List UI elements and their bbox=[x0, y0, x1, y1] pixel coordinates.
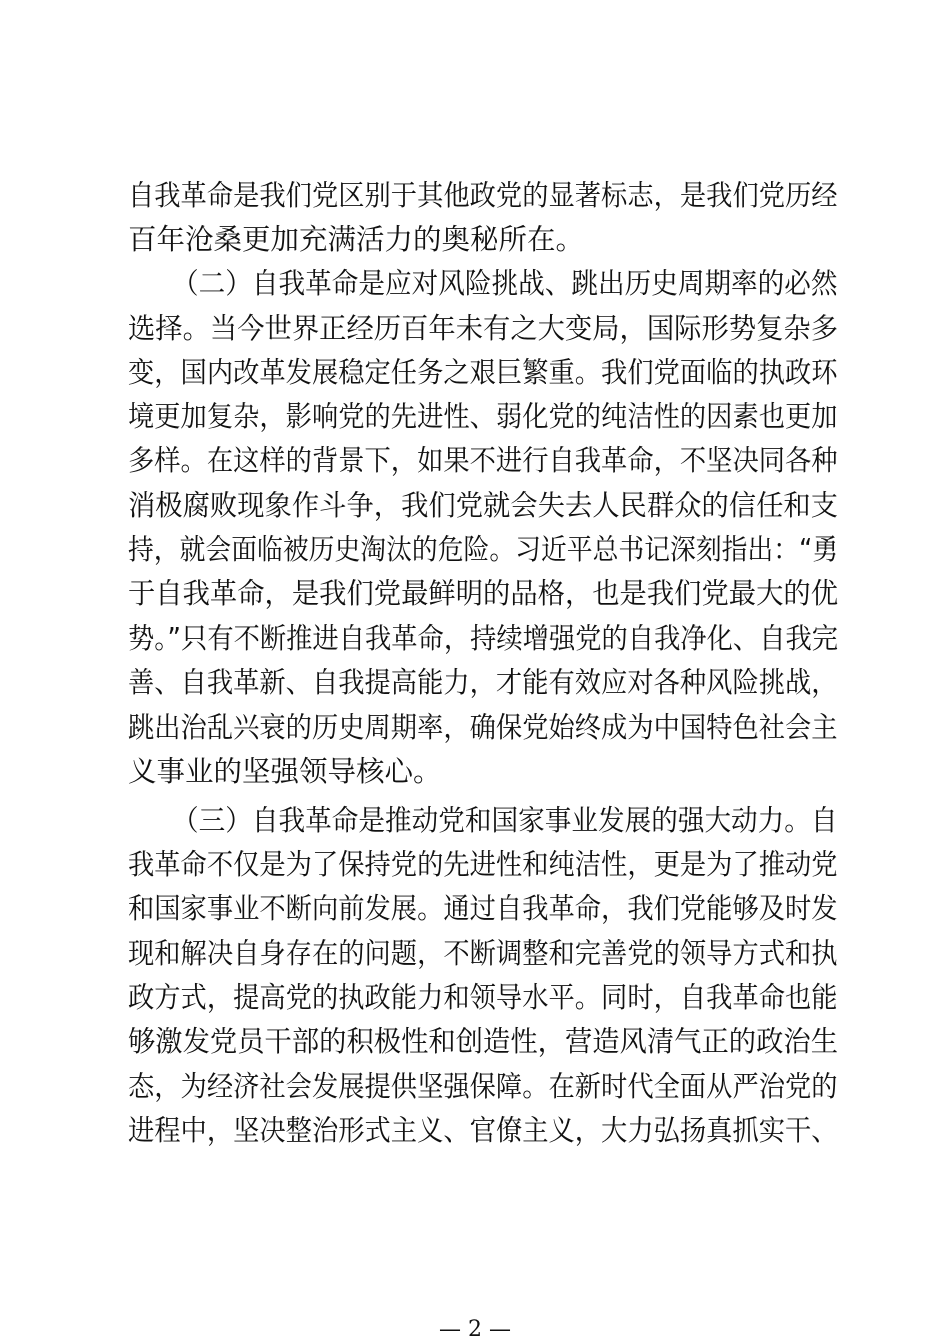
text-line: 持，就会面临被历史淘汰的危险。习近平总书记深刻指出：“勇 bbox=[128, 533, 839, 566]
text-line: 变，国内改革发展稳定任务之艰巨繁重。我们党面临的执政环 bbox=[128, 356, 838, 389]
text-line: 态，为经济社会发展提供坚强保障。在新时代全面从严治党的 bbox=[128, 1070, 838, 1103]
text-line: 现和解决自身存在的问题，不断调整和完善党的领导方式和执 bbox=[128, 937, 838, 970]
text-line: 够激发党员干部的积极性和创造性，营造风清气正的政治生 bbox=[128, 1025, 839, 1058]
text-line: 善、自我革新、自我提高能力，才能有效应对各种风险挑战， bbox=[128, 666, 838, 699]
section-heading-2: （二）自我革命是应对风险挑战、跳出历史周期率的必然 bbox=[172, 267, 838, 300]
text-line: 势。”只有不断推进自我革命，持续增强党的自我净化、自我完 bbox=[128, 622, 839, 655]
page-number: — 2 — bbox=[439, 1317, 511, 1342]
text-line: 政方式，提高党的执政能力和领导水平。同时，自我革命也能 bbox=[128, 981, 838, 1014]
text-line: 百年沧桑更加充满活力的奥秘所在。 bbox=[128, 223, 585, 256]
section-heading-3: （三）自我革命是推动党和国家事业发展的强大动力。自 bbox=[172, 804, 838, 837]
text-line: 自我革命是我们党区别于其他政党的显著标志，是我们党历经 bbox=[128, 179, 838, 212]
text-line: 多样。在这样的背景下，如果不进行自我革命，不坚决同各种 bbox=[128, 444, 838, 477]
text-line: 和国家事业不断向前发展。通过自我革命，我们党能够及时发 bbox=[128, 892, 838, 925]
text-line: 选择。当今世界正经历百年未有之大变局，国际形势复杂多 bbox=[128, 312, 839, 345]
text-line: 消极腐败现象作斗争，我们党就会失去人民群众的信任和支 bbox=[128, 489, 839, 522]
text-line: 于自我革命，是我们党最鲜明的品格，也是我们党最大的优 bbox=[128, 577, 839, 610]
text-line: 义事业的坚强领导核心。 bbox=[128, 755, 442, 788]
text-line: 我革命不仅是为了保持党的先进性和纯洁性，更是为了推动党 bbox=[128, 848, 838, 881]
text-line: 进程中，坚决整治形式主义、官僚主义，大力弘扬真抓实干、 bbox=[128, 1114, 838, 1147]
text-line: 境更加复杂，影响党的先进性、弱化党的纯洁性的因素也更加 bbox=[128, 400, 838, 433]
text-line: 跳出治乱兴衰的历史周期率，确保党始终成为中国特色社会主 bbox=[128, 711, 838, 744]
